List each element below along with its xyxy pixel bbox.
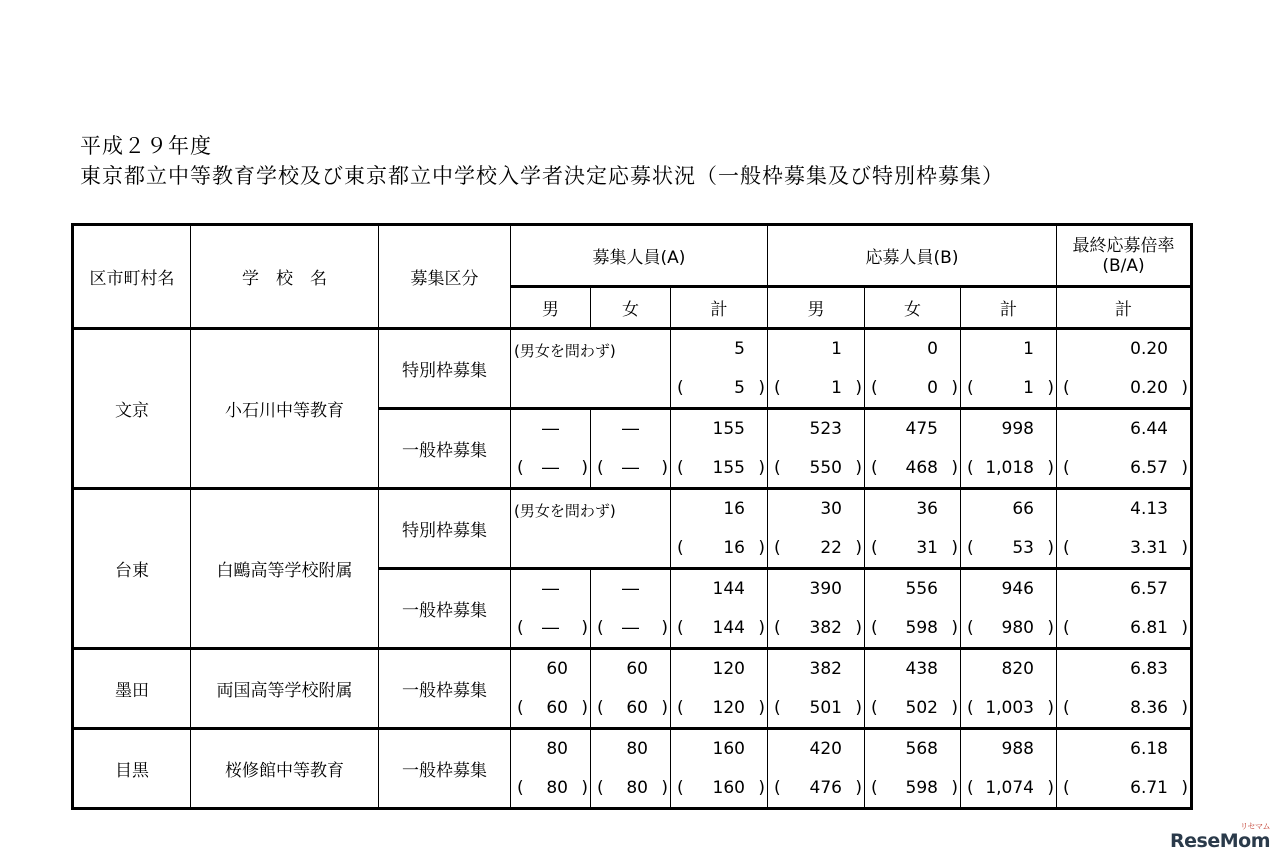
cap-male: ― [511, 569, 591, 609]
header-ratio [1057, 225, 1192, 287]
no-gender-note: (男女を問わず) [511, 329, 671, 409]
app-total: 66 [961, 489, 1057, 529]
cap-total: 5 [671, 329, 768, 369]
header-cap-female: 女 [591, 287, 671, 329]
app-male-prev: ( 476 ) [768, 769, 865, 809]
app-total-prev: ( 980 ) [961, 609, 1057, 649]
cap-female-prev: ( ― ) [591, 609, 671, 649]
page-title: 東京都立中等教育学校及び東京都立中学校入学者決定応募状況（一般枠募集及び特別枠募集） [80, 164, 1004, 188]
ratio: 6.57 [1057, 569, 1192, 609]
app-female-prev: ( 598 ) [865, 609, 961, 649]
cap-total-prev: ( 16 ) [671, 529, 768, 569]
ratio-prev: ( 6.81 ) [1057, 609, 1192, 649]
cap-female: ― [591, 409, 671, 449]
app-total: 998 [961, 409, 1057, 449]
app-total-prev: ( 1 ) [961, 369, 1057, 409]
app-female-prev: ( 598 ) [865, 769, 961, 809]
cap-male-prev: ( 60 ) [511, 689, 591, 729]
cap-total-prev: ( 155 ) [671, 449, 768, 489]
header-ratio-line1: 最終応募倍率 [1072, 235, 1175, 256]
ratio: 6.18 [1057, 729, 1192, 769]
app-male: 1 [768, 329, 865, 369]
app-female: 438 [865, 649, 961, 689]
cap-total: 160 [671, 729, 768, 769]
ratio-prev: ( 0.20 ) [1057, 369, 1192, 409]
app-male: 420 [768, 729, 865, 769]
district-cell: 台東 [73, 489, 191, 649]
cap-total-prev: ( 144 ) [671, 609, 768, 649]
no-gender-note: (男女を問わず) [511, 489, 671, 569]
header-ratio-total: 計 [1057, 287, 1192, 329]
ratio-prev: ( 6.57 ) [1057, 449, 1192, 489]
app-total-prev: ( 1,018 ) [961, 449, 1057, 489]
app-female-prev: ( 502 ) [865, 689, 961, 729]
category-cell: 特別枠募集 [379, 489, 511, 569]
header-school: 学 校 名 [191, 225, 379, 329]
app-female: 0 [865, 329, 961, 369]
header-capacity: 募集人員(A) [511, 225, 768, 287]
app-male-prev: ( 22 ) [768, 529, 865, 569]
logo-subtext: リセマム [1240, 822, 1270, 831]
admissions-table [71, 223, 1193, 810]
app-female: 475 [865, 409, 961, 449]
cap-female: 60 [591, 649, 671, 689]
app-total: 1 [961, 329, 1057, 369]
category-cell: 一般枠募集 [379, 649, 511, 729]
cap-total: 120 [671, 649, 768, 689]
category-cell: 一般枠募集 [379, 409, 511, 489]
cap-male-prev: ( ― ) [511, 609, 591, 649]
cap-female-prev: ( 60 ) [591, 689, 671, 729]
app-total-prev: ( 1,003 ) [961, 689, 1057, 729]
category-cell: 一般枠募集 [379, 569, 511, 649]
header-app-total: 計 [961, 287, 1057, 329]
district-cell: 墨田 [73, 649, 191, 729]
cap-male: 60 [511, 649, 591, 689]
app-total: 946 [961, 569, 1057, 609]
header-app-male: 男 [768, 287, 865, 329]
district-cell: 文京 [73, 329, 191, 489]
school-cell: 両国高等学校附属 [191, 649, 379, 729]
app-male-prev: ( 382 ) [768, 609, 865, 649]
header-ratio-line2: (B/A) [1102, 255, 1145, 276]
app-male: 382 [768, 649, 865, 689]
cap-female-prev: ( 80 ) [591, 769, 671, 809]
district-cell: 目黒 [73, 729, 191, 809]
category-cell: 特別枠募集 [379, 329, 511, 409]
app-total: 820 [961, 649, 1057, 689]
app-total-prev: ( 53 ) [961, 529, 1057, 569]
app-male: 390 [768, 569, 865, 609]
cap-male: ― [511, 409, 591, 449]
ratio-prev: ( 6.71 ) [1057, 769, 1192, 809]
cap-male-prev: ( ― ) [511, 449, 591, 489]
category-cell: 一般枠募集 [379, 729, 511, 809]
school-cell: 桜修館中等教育 [191, 729, 379, 809]
app-female-prev: ( 468 ) [865, 449, 961, 489]
ratio: 6.83 [1057, 649, 1192, 689]
app-male-prev: ( 501 ) [768, 689, 865, 729]
ratio-prev: ( 3.31 ) [1057, 529, 1192, 569]
ratio-prev: ( 8.36 ) [1057, 689, 1192, 729]
app-male-prev: ( 550 ) [768, 449, 865, 489]
app-female-prev: ( 0 ) [865, 369, 961, 409]
logo-text: ReseMom [1170, 830, 1270, 852]
app-male: 523 [768, 409, 865, 449]
ratio: 6.44 [1057, 409, 1192, 449]
cap-female: 80 [591, 729, 671, 769]
cap-female: ― [591, 569, 671, 609]
cap-total-prev: ( 160 ) [671, 769, 768, 809]
cap-total-prev: ( 5 ) [671, 369, 768, 409]
cap-female-prev: ( ― ) [591, 449, 671, 489]
header-category: 募集区分 [379, 225, 511, 329]
app-female: 556 [865, 569, 961, 609]
school-cell: 白鷗高等学校附属 [191, 489, 379, 649]
ratio: 0.20 [1057, 329, 1192, 369]
cap-total: 16 [671, 489, 768, 529]
header-applicants: 応募人員(B) [768, 225, 1057, 287]
header-district: 区市町村名 [73, 225, 191, 329]
app-female-prev: ( 31 ) [865, 529, 961, 569]
app-female: 36 [865, 489, 961, 529]
header-cap-total: 計 [671, 287, 768, 329]
ratio: 4.13 [1057, 489, 1192, 529]
cap-male-prev: ( 80 ) [511, 769, 591, 809]
app-male-prev: ( 1 ) [768, 369, 865, 409]
cap-male: 80 [511, 729, 591, 769]
resemom-logo [1170, 822, 1270, 852]
cap-total-prev: ( 120 ) [671, 689, 768, 729]
app-total-prev: ( 1,074 ) [961, 769, 1057, 809]
app-total: 988 [961, 729, 1057, 769]
app-male: 30 [768, 489, 865, 529]
header-cap-male: 男 [511, 287, 591, 329]
header-app-female: 女 [865, 287, 961, 329]
cap-total: 144 [671, 569, 768, 609]
cap-total: 155 [671, 409, 768, 449]
app-female: 568 [865, 729, 961, 769]
page-year: 平成２９年度 [80, 134, 212, 158]
school-cell: 小石川中等教育 [191, 329, 379, 489]
